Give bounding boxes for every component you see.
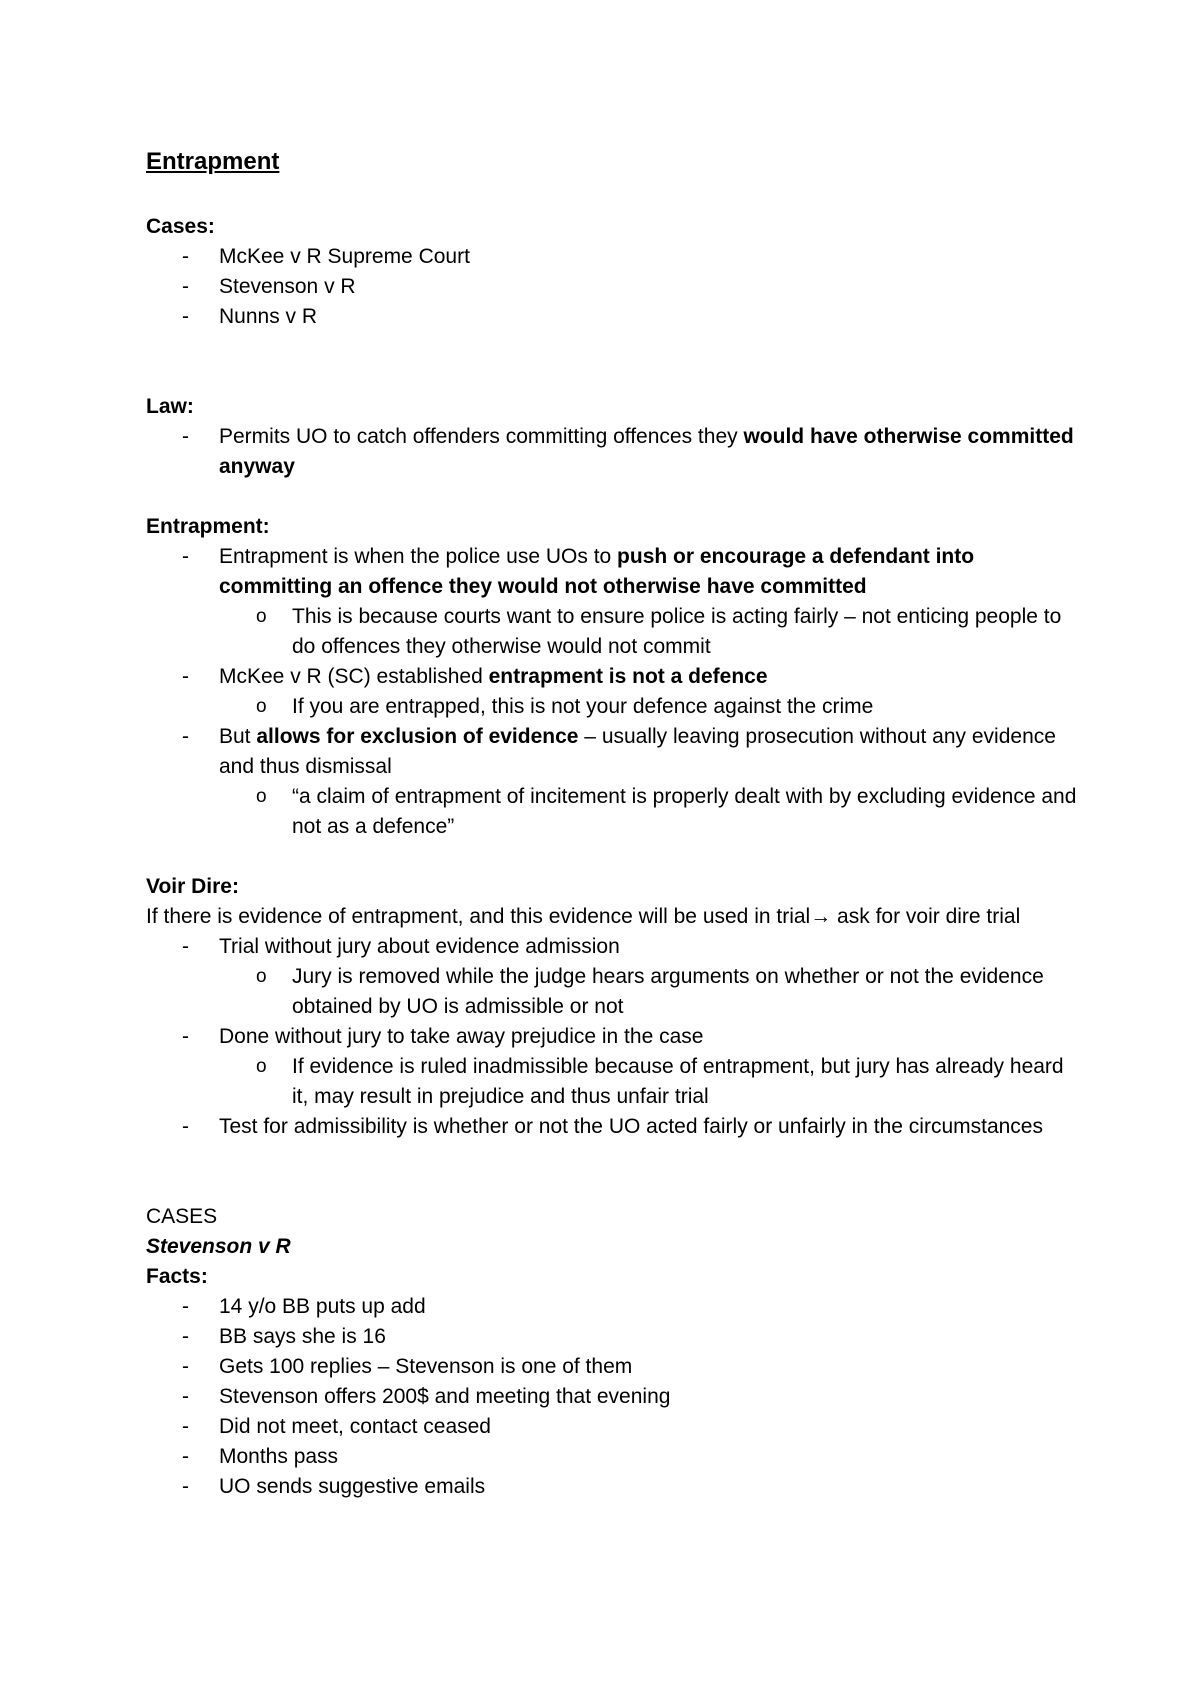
entrapment-heading: Entrapment: [146, 515, 270, 538]
list-item: - Permits UO to catch offenders committing offences they would have otherwise committed anyway [182, 425, 1074, 478]
law-heading: Law: [146, 395, 194, 418]
list-item: - Trial without jury about evidence admission [182, 935, 620, 958]
list-item: - McKee v R Supreme Court [182, 245, 470, 268]
list-item: - Did not meet, contact ceased [182, 1415, 491, 1438]
list-item: - Done without jury to take away prejudice in the case [182, 1025, 704, 1048]
cases-heading: Cases: [146, 215, 215, 238]
facts-heading: Facts: [146, 1265, 208, 1288]
list-item: - Stevenson v R [182, 275, 356, 298]
page-title: Entrapment [146, 148, 280, 175]
list-item: - BB says she is 16 [182, 1325, 386, 1348]
case-name: Stevenson v R [146, 1235, 291, 1258]
sub-list-item: o “a claim of entrapment of incitement is properly dealt with by excluding evidence and not as a defence” [256, 785, 1077, 838]
document-body [146, 212, 1081, 1502]
list-item: - Entrapment is when the police use UOs to push or encourage a defendant into committing an offence they would not otherwise have committed [182, 545, 975, 598]
sub-list-item: o This is because courts want to ensure police is acting fairly – not enticing people to do offences they otherwise would not commit [256, 605, 1062, 658]
arrow-icon: → [810, 905, 832, 928]
sub-list-item: o Jury is removed while the judge hears arguments on whether or not the evidence obtained by UO is admissible or not [256, 965, 1044, 1018]
list-item: - Nunns v R [182, 305, 318, 328]
voir-dire-heading: Voir Dire: [146, 875, 239, 898]
list-item: - 14 y/o BB puts up add [182, 1295, 426, 1318]
voir-dire-intro: If there is evidence of entrapment, and this evidence will be used in trial→ ask for voir dire trial [146, 905, 1021, 928]
sub-list-item: o If you are entrapped, this is not your defence against the crime [256, 695, 874, 718]
list-item: - Gets 100 replies – Stevenson is one of them [182, 1355, 633, 1378]
list-item: - McKee v R (SC) established entrapment is not a defence [182, 665, 768, 688]
list-item: - But allows for exclusion of evidence – usually leaving prosecution without any evidence and thus dismissal [182, 725, 1056, 778]
list-item: - Test for admissibility is whether or not the UO acted fairly or unfairly in the circumstances [182, 1115, 1043, 1138]
list-item: - Months pass [182, 1445, 339, 1468]
cases-detail-heading: CASES [146, 1205, 218, 1228]
sub-list-item: o If evidence is ruled inadmissible because of entrapment, but jury has already heard it, may result in prejudice and thus unfair trial [256, 1055, 1064, 1108]
list-item: - Stevenson offers 200$ and meeting that evening [182, 1385, 671, 1408]
list-item: - UO sends suggestive emails [182, 1475, 486, 1498]
